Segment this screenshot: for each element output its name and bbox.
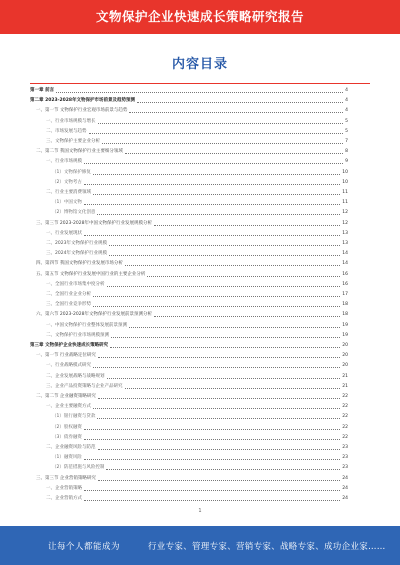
toc-leader-dots [93, 296, 340, 297]
toc-entry-page: 5 [345, 128, 348, 134]
toc-entry[interactable] [30, 137, 348, 146]
toc-leader-dots [98, 449, 341, 450]
toc-leader-dots [111, 337, 340, 338]
toc-entry-page: 21 [342, 373, 348, 379]
toc-entry-text: 二、全国行业企业分析 [46, 292, 91, 297]
toc-leader-dots [93, 367, 340, 368]
footer-slogan-left: 让每个人都能成为 [48, 542, 121, 552]
toc-entry-page: 22 [342, 404, 348, 410]
toc-entry[interactable] [30, 208, 348, 217]
toc-entry-text: 二、第二节 我国文物保护行业主要细分领域 [36, 149, 123, 155]
toc-entry-page: 22 [342, 394, 348, 399]
toc-entry[interactable] [30, 147, 348, 156]
toc-entry-text: （2）防范措施与风险控制 [52, 465, 105, 471]
toc-entry-text: 二、2023年文物保护行业规模 [46, 241, 107, 246]
toc-leader-dots [125, 388, 341, 389]
toc-entry-text: 三、第三节 企业营销策略研究 [36, 475, 96, 481]
toc-chapter-entry[interactable] [30, 86, 348, 95]
toc-entry[interactable] [30, 463, 348, 472]
toc-leader-dots [109, 255, 340, 256]
toc-entry[interactable] [30, 382, 348, 391]
toc-entry-text: 三、2024年文物保护行业规模 [46, 251, 107, 257]
toc-entry-text: 一、行业市场规模与增长 [46, 118, 96, 124]
toc-entry-text: （1）融资风险 [52, 455, 82, 461]
toc-leader-dots [154, 316, 340, 317]
toc-entry-text: 五、第五节 文物保护行业发展中国行业的主要企业分析 [36, 271, 146, 277]
toc-entry-text: 一、第一节 行业战略定位研究 [36, 353, 96, 359]
toc-leader-dots [93, 306, 340, 307]
toc-entry-text: 第二章 2023-2028年文物保护市场前景及趋势预测 [30, 98, 135, 104]
toc-leader-dots [93, 174, 340, 175]
toc-entry[interactable] [30, 310, 348, 319]
toc-leader-dots [98, 357, 340, 358]
toc-leader-dots [84, 439, 340, 440]
toc-entry[interactable] [30, 249, 348, 258]
toc-entry-text: 二、市场发展与趋势 [46, 128, 87, 134]
toc-leader-dots [147, 276, 340, 277]
toc-entry-text: 一、行业市场规模 [46, 159, 82, 165]
toc-entry[interactable] [30, 219, 348, 228]
toc-entry-page: 11 [342, 200, 348, 206]
toc-entry-text: 第三章 文物保护企业快速成长策略研究 [30, 343, 109, 348]
toc-entry-page: 14 [342, 261, 348, 267]
toc-entry-page: 18 [342, 312, 348, 318]
toc-leader-dots [125, 153, 343, 154]
toc-leader-dots [106, 469, 340, 470]
toc-entry[interactable] [30, 188, 348, 197]
toc-entry-text: 三、文物保护主要企业分析 [46, 139, 100, 144]
toc-entry-page: 20 [342, 343, 348, 348]
toc-chapter-entry[interactable] [30, 341, 348, 350]
toc-entry-page: 18 [342, 302, 348, 308]
toc-leader-dots [154, 225, 340, 226]
toc-leader-dots [97, 418, 340, 419]
toc-entry[interactable] [30, 443, 348, 452]
toc-entry[interactable] [30, 351, 348, 360]
toc-leader-dots [84, 204, 340, 205]
toc-leader-dots [137, 102, 343, 103]
toc-entry[interactable] [30, 157, 348, 166]
toc-entry[interactable] [30, 423, 348, 432]
toc-entry-text: 二、企业营销方式 [46, 496, 82, 501]
toc-leader-dots [98, 398, 340, 399]
toc-entry[interactable] [30, 106, 348, 115]
toc-entry-page: 7 [345, 139, 348, 144]
toc-entry[interactable] [30, 412, 348, 421]
toc-entry-page: 23 [342, 445, 348, 450]
toc-entry-page: 19 [342, 332, 348, 338]
toc-entry-text: 三、全国行业竞争形势 [46, 302, 91, 308]
toc-entry[interactable] [30, 168, 348, 177]
toc-leader-dots [93, 194, 340, 195]
toc-entry-page: 4 [345, 88, 348, 93]
toc-entry-text: 三、第三节 2023-2028年中国文物保护行业发展规模分析 [36, 220, 152, 226]
toc-entry-page: 22 [342, 424, 348, 430]
toc-leader-dots [84, 429, 340, 430]
toc-entry-text: 六、第六节 2023-2028年文物保护行业发展前景预测分析 [36, 312, 152, 318]
toc-leader-dots [125, 265, 340, 266]
toc-entry-text: 三、企业产品投资策略与企业产品研究 [46, 383, 123, 389]
toc-entry[interactable] [30, 331, 348, 340]
toc-entry[interactable] [30, 280, 348, 289]
toc-entry-page: 22 [342, 434, 348, 440]
toc-entry[interactable] [30, 290, 348, 299]
toc-entry-page: 19 [342, 322, 348, 328]
header-bar [0, 0, 400, 34]
toc-entry-page: 24 [342, 475, 348, 481]
toc-entry-page: 16 [342, 281, 348, 287]
toc-entry[interactable] [30, 270, 348, 279]
toc-entry-page: 13 [342, 230, 348, 236]
toc-entry-page: 24 [342, 496, 348, 501]
toc-entry[interactable] [30, 372, 348, 381]
toc-entry[interactable] [30, 321, 348, 330]
toc-entry-text: 二、第二节 企业融资策略研究 [36, 394, 96, 399]
toc-entry[interactable] [30, 402, 348, 411]
toc-chapter-entry[interactable] [30, 96, 348, 105]
toc-leader-dots [84, 490, 340, 491]
toc-leader-dots [56, 92, 343, 93]
toc-entry[interactable] [30, 259, 348, 268]
toc-entry[interactable] [30, 453, 348, 462]
toc-entry-page: 10 [342, 169, 348, 175]
toc-entry-text: 第一章 前言 [30, 88, 55, 93]
toc-leader-dots [129, 112, 343, 113]
toc-entry-page: 11 [342, 190, 348, 195]
toc-entry-text: （2）股权融资 [52, 424, 82, 430]
toc-entry-page: 12 [342, 210, 348, 216]
toc-entry[interactable] [30, 474, 348, 483]
toc-entry-page: 4 [345, 98, 348, 104]
toc-entry-text: （2）博物馆文化创意 [52, 210, 96, 216]
toc-heading: 内容目录 [171, 57, 228, 72]
toc-entry[interactable] [30, 239, 348, 248]
toc-leader-dots [109, 245, 340, 246]
toc-entry[interactable] [30, 178, 348, 187]
report-title: 文物保护企业快速成长策略研究报告 [95, 9, 304, 24]
toc-entry[interactable] [30, 198, 348, 207]
toc-entry-text: 一、第一节 文物保护行业宏观市场前景与趋势 [36, 108, 128, 114]
table-of-contents [30, 86, 348, 506]
toc-entry[interactable] [30, 484, 348, 493]
toc-entry-page: 16 [342, 271, 348, 277]
toc-entry-text: 二、文物保护行业市场规模预测 [46, 332, 109, 338]
toc-entry-text: 一、行业战略模式研究 [46, 363, 91, 369]
toc-leader-dots [97, 214, 340, 215]
toc-leader-dots [129, 327, 340, 328]
toc-entry[interactable] [30, 392, 348, 401]
footer-bar [0, 526, 400, 565]
toc-entry-page: 14 [342, 251, 348, 257]
toc-entry-page: 20 [342, 363, 348, 369]
toc-entry-text: 四、第四节 我国文物保护行业发展市场分析 [36, 261, 123, 267]
toc-leader-dots [84, 235, 340, 236]
toc-entry-text: （2）文物考古 [52, 179, 82, 185]
toc-entry-text: 一、全国行业市场集中度分析 [46, 281, 105, 287]
toc-entry-page: 5 [345, 118, 348, 124]
page-number: 1 [198, 508, 202, 514]
toc-entry-page: 24 [342, 485, 348, 491]
toc-entry-text: （1）银行融资与贷款 [52, 414, 96, 420]
toc-entry-text: 一、中国文物保护行业整体发展前景预测 [46, 322, 127, 328]
toc-entry-text: 一、企业主要融资方式 [46, 404, 91, 410]
toc-entry-page: 22 [342, 414, 348, 420]
toc-entry[interactable] [30, 127, 348, 136]
toc-leader-dots [89, 133, 344, 134]
toc-entry-page: 23 [342, 455, 348, 461]
toc-entry-text: （1）文物保护修复 [52, 169, 91, 175]
toc-entry[interactable] [30, 433, 348, 442]
toc-leader-dots [98, 480, 340, 481]
toc-leader-dots [93, 408, 340, 409]
toc-entry-page: 4 [345, 108, 348, 114]
toc-divider [30, 83, 370, 84]
toc-entry-text: 二、行业主要消费领域 [46, 190, 91, 195]
toc-entry-text: （1）中国文物 [52, 200, 82, 206]
toc-entry[interactable] [30, 300, 348, 309]
toc-entry-page: 20 [342, 353, 348, 359]
toc-leader-dots [84, 500, 340, 501]
toc-leader-dots [102, 143, 343, 144]
toc-leader-dots [84, 163, 343, 164]
toc-leader-dots [84, 459, 340, 460]
toc-entry-text: （3）债券融资 [52, 434, 82, 440]
toc-entry[interactable] [30, 361, 348, 370]
toc-leader-dots [110, 347, 340, 348]
toc-leader-dots [107, 286, 341, 287]
toc-entry[interactable] [30, 229, 348, 238]
toc-entry-page: 13 [342, 241, 348, 246]
toc-entry-page: 23 [342, 465, 348, 471]
toc-entry-text: 二、企业发展战略与战略规划 [46, 373, 105, 379]
toc-entry-page: 17 [342, 292, 348, 297]
toc-entry-text: 二、企业融资风险与防范 [46, 445, 96, 450]
toc-leader-dots [98, 123, 344, 124]
toc-entry-page: 12 [342, 220, 348, 226]
toc-entry[interactable] [30, 494, 348, 503]
toc-entry-text: 一、企业营销策略 [46, 485, 82, 491]
toc-entry-page: 8 [345, 149, 348, 155]
toc-entry-page: 9 [345, 159, 348, 165]
toc-entry[interactable] [30, 117, 348, 126]
toc-entry-text: 一、行业发展现状 [46, 230, 82, 236]
toc-leader-dots [84, 184, 340, 185]
footer-slogan-right: 行业专家、管理专家、营销专家、战略专家、成功企业家…… [148, 542, 386, 552]
toc-leader-dots [107, 378, 341, 379]
toc-entry-page: 10 [342, 179, 348, 185]
toc-entry-page: 21 [342, 383, 348, 389]
